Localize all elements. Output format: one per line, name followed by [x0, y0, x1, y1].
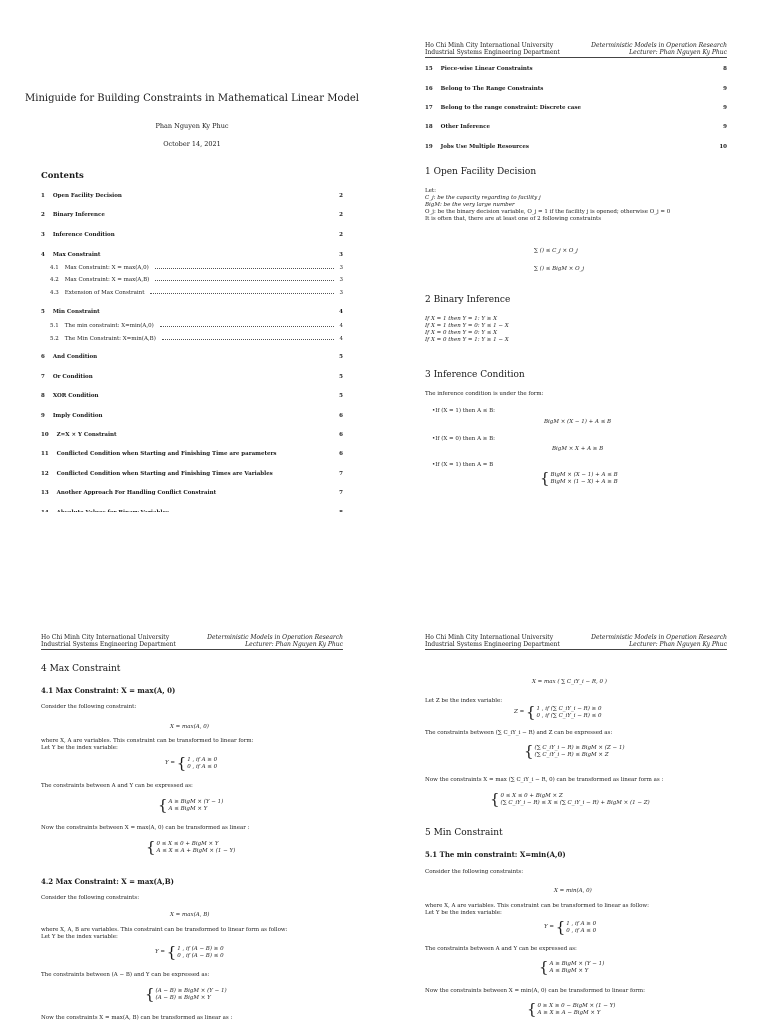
toc-entry-page: 7: [339, 471, 343, 477]
toc-entry-number: 19: [425, 144, 433, 150]
toc-entry-title: Z=X × Y Constraint: [56, 432, 117, 438]
header-university: Ho Chi Minh City International University: [425, 42, 554, 49]
section-2-title: 2 Binary Inference: [425, 295, 511, 305]
equation-lhs: Y =: [544, 924, 554, 930]
toc-entry-number: 2: [41, 212, 45, 218]
header-university: Ho Chi Minh City International University: [41, 634, 170, 641]
toc-entry-title: Max Constraint: X = max(A,0): [64, 265, 149, 271]
toc-entry-title: Extension of Max Constraint: [64, 290, 145, 296]
toc-entry-page: 5: [339, 374, 343, 380]
equation-line: (A − B) ≤ BigM × Y: [155, 995, 211, 1001]
toc-entry[interactable]: [50, 265, 343, 271]
text-line: The constraints between (A − B) and Y can be expressed as:: [41, 972, 210, 978]
toc-entry-title: Piece-wise Linear Constraints: [440, 66, 533, 72]
header-university: Ho Chi Minh City International University: [425, 634, 554, 641]
document-date: October 14, 2021: [163, 140, 221, 148]
equation-line: (∑ C_iY_i − R) ≥ BigM × (Z − 1): [534, 745, 625, 751]
toc-entry-number: 3: [41, 232, 45, 238]
document-author: Phan Nguyen Ky Phuc: [155, 122, 229, 130]
equation-system: { (A − B) ≥ BigM × (Y − 1) (A − B) ≤ BigM × Y: [145, 985, 227, 1003]
equation-system: Y = { 1 , if (A − B) ≥ 0 0 , if (A − B) ≤ 0: [155, 943, 224, 961]
toc-entry-title: Open Facility Decision: [52, 193, 122, 199]
equation-line: (A − B) ≥ BigM × (Y − 1): [155, 988, 227, 994]
toc-entry-number: 16: [425, 86, 433, 92]
toc-leader-dots: [155, 277, 333, 281]
toc-entry-number: 11: [41, 451, 49, 457]
equation-line: 1 , if A ≥ 0: [187, 757, 218, 763]
toc-entry-page: 9: [723, 86, 727, 92]
toc-entry-title: Conflicted Condition when Starting and Finishing Time are parameters: [56, 451, 277, 457]
running-header: [425, 42, 727, 58]
text-line: If X = 0 then Y = 1: Y ≥ 1 − X: [425, 337, 509, 343]
equation: BigM × X + A ≥ B: [552, 446, 604, 452]
text-line: BigM: be the very large number: [425, 202, 515, 208]
text-line: where X, A, B are variables. This constraint can be transformed to linear form as follow:: [41, 927, 288, 933]
toc-entry[interactable]: [41, 193, 343, 199]
toc-entry[interactable]: [41, 393, 343, 399]
toc-entry-number: 13: [41, 490, 49, 496]
toc-entry-title: Belong to The Range Constraints: [440, 86, 544, 92]
toc-leader-dots: [160, 323, 334, 327]
toc-entry-title: And Condition: [52, 354, 98, 360]
equation-line: A ≤ X ≤ A + BigM × (1 − Y): [156, 848, 236, 854]
equation-system: { A ≥ BigM × (Y − 1) A ≤ BigM × Y: [158, 796, 224, 814]
subsection-4-2-title: 4.2 Max Constraint: X = max(A,B): [41, 877, 174, 886]
toc-entry-number: 9: [41, 413, 45, 419]
toc-entry-number: 1: [41, 193, 45, 199]
equation-line: BigM × (1 − X) + A ≥ B: [550, 479, 618, 485]
toc-entry[interactable]: [425, 124, 727, 130]
equation-system: { A ≥ BigM × (Y − 1) A ≤ BigM × Y: [539, 958, 605, 976]
toc-entry[interactable]: [41, 309, 343, 315]
toc-entry-number: 4: [41, 252, 45, 258]
text-line: O_j: be the binary decision variable, O_j = 1 if the facility j is opened; otherwise O_j = 0: [425, 209, 671, 215]
header-lecturer: Lecturer: Phan Nguyen Ky Phuc: [629, 49, 727, 56]
toc-entry-title: Other Inference: [440, 124, 490, 130]
equation-lhs: Y =: [155, 949, 165, 955]
toc-entry[interactable]: [41, 490, 343, 496]
toc-entry-page: 2: [339, 212, 343, 218]
toc-entry-number: 18: [425, 124, 433, 130]
text-line: Let Y be the index variable:: [41, 934, 118, 940]
text-line: where X, A are variables. This constraint can be transformed to linear as follow:: [425, 903, 649, 909]
text-line: Let Y be the index variable:: [425, 910, 502, 916]
header-lecturer: Lecturer: Phan Nguyen Ky Phuc: [629, 641, 727, 648]
toc-leader-dots: [150, 290, 333, 294]
toc-entry-title: Conflicted Condition when Starting and Finishing Times are Variables: [56, 471, 273, 477]
equation-system: Z = { 1 , if (∑ C_iY_i − R) ≥ 0 0 , if (∑ C_iY_i − R) ≤ 0: [514, 703, 602, 721]
toc-entry-title: The Min Constraint: X=min(A,B): [64, 336, 156, 342]
text-line: Now the constraints between X = min(A, 0) can be transformed to linear form:: [425, 988, 645, 994]
header-department: Industrial Systems Engineering Department: [425, 641, 560, 648]
toc-leader-dots: [155, 265, 334, 269]
toc-entry-number: 5.1: [50, 323, 59, 329]
equation-system: Y = { 1 , if A ≥ 0 0 , if A ≤ 0: [165, 754, 218, 772]
toc-entry-title: Jobs Use Multiple Resources: [440, 144, 529, 150]
toc-entry-number: 5: [41, 309, 45, 315]
bullet-item: • If (X = 0) then A ≥ B:: [432, 436, 727, 443]
page-1: [0, 0, 384, 512]
toc-entry-page: 6: [339, 413, 343, 419]
toc-leader-dots: [162, 336, 334, 340]
text-line: Let:: [425, 188, 436, 194]
text-line: If X = 1 then Y = 1: Y ≥ X: [425, 316, 498, 322]
toc-entry-title: Binary Inference: [52, 212, 105, 218]
toc-entry-page: 9: [723, 105, 727, 111]
text-line: Consider the following constraint:: [41, 704, 137, 710]
toc-entry[interactable]: [41, 252, 343, 258]
toc-entry-page: 4: [339, 323, 343, 329]
page-4: [384, 512, 768, 1024]
paragraph: [425, 903, 727, 917]
toc-entry-page: 10: [719, 144, 727, 150]
toc-entry-page: 2: [339, 193, 343, 199]
equation-line: BigM × (X − 1) + A ≤ B: [550, 472, 618, 478]
text-line: Now the constraints between X = max(A, 0) can be transformed as linear :: [41, 825, 250, 831]
equation-line: 0 , if (∑ C_iY_i − R) ≤ 0: [536, 713, 602, 719]
equation-line: (∑ C_iY_i − R) ≤ BigM × Z: [534, 752, 609, 758]
text-line: It is often that, there are at least one of 2 following constraints: [425, 216, 602, 222]
equation: X = max ( ∑ C_iY_i − R, 0 ): [532, 679, 607, 685]
paragraph: [41, 927, 343, 941]
text-line: C_j: be the capacity regarding to facility j: [425, 195, 541, 201]
header-course: Deterministic Models in Operation Research: [591, 42, 727, 49]
equation: X = min(A, 0): [554, 888, 592, 894]
text-line: If X = 1 then Y = 0: Y ≤ 1 − X: [425, 323, 509, 329]
toc-entry-number: 7: [41, 374, 45, 380]
toc-entry[interactable]: [425, 86, 727, 92]
text-line: Now the constraints X = max (∑ C_iY_i − R, 0) can be transformed as linear form as :: [425, 777, 664, 783]
toc-entry[interactable]: [425, 66, 727, 72]
toc-entry[interactable]: [50, 336, 343, 342]
contents-heading: Contents: [41, 171, 84, 181]
toc-entry-number: 4.2: [50, 277, 59, 283]
toc-entry-page: 4: [339, 309, 343, 315]
bullet-item: • If (X = 1) then A ≤ B:: [432, 408, 727, 415]
running-header: [41, 634, 343, 650]
toc-entry-number: 10: [41, 432, 49, 438]
equation: X = max(A, B): [170, 912, 210, 918]
equation-line: 0 , if A ≤ 0: [187, 764, 218, 770]
equation: BigM × (X − 1) + A ≤ B: [544, 419, 612, 425]
toc-entry-title: XOR Condition: [52, 393, 99, 399]
toc-entry-title: Inference Condition: [52, 232, 115, 238]
text-line: Let Z be the index variable:: [425, 698, 503, 704]
text-line: The constraints between A and Y can be expressed as:: [425, 946, 577, 952]
toc-entry-page: 3: [339, 265, 343, 271]
equation-system: Y = { 1 , if A ≥ 0 0 , if A ≤ 0: [544, 918, 597, 936]
toc-entry[interactable]: [425, 144, 727, 150]
toc-entry-page: 6: [339, 432, 343, 438]
toc-entry-number: 17: [425, 105, 433, 111]
text-line: Now the constraints X = max(A, B) can be transformed as linear as :: [41, 1015, 233, 1021]
section-2-text: [425, 316, 727, 344]
equation-line: 1 , if (A − B) ≥ 0: [177, 946, 224, 952]
header-lecturer: Lecturer: Phan Nguyen Ky Phuc: [245, 641, 343, 648]
text-line: If X = 0 then Y = 0: Y ≤ X: [425, 330, 498, 336]
equation-system: { 0 ≤ X ≤ 0 + BigM × Y A ≤ X ≤ A + BigM × (1 − Y): [146, 838, 236, 856]
toc-entry-page: 9: [723, 124, 727, 130]
header-course: Deterministic Models in Operation Research: [207, 634, 343, 641]
equation-line: A ≤ BigM × Y: [549, 968, 589, 974]
toc-entry[interactable]: [41, 232, 343, 238]
section-5-title: 5 Min Constraint: [425, 828, 503, 838]
toc-entry[interactable]: [41, 432, 343, 438]
page-3: [0, 512, 384, 1024]
document-title: Miniguide for Building Constraints in Mathematical Linear Model: [25, 93, 359, 104]
toc-entry-page: 5: [339, 354, 343, 360]
toc-entry-page: 6: [339, 451, 343, 457]
equation-line: (∑ C_iY_i − R) ≤ X ≤ (∑ C_iY_i − R) + BigM × (1 − Z): [500, 800, 650, 806]
toc-entry-page: 4: [339, 336, 343, 342]
toc-entry[interactable]: [41, 451, 343, 457]
section-3-title: 3 Inference Condition: [425, 370, 525, 380]
toc-entry[interactable]: [50, 277, 343, 283]
equation-line: 0 ≤ X ≤ 0 + BigM × Z: [500, 793, 563, 799]
toc-entry-title: Min Constraint: [52, 309, 100, 315]
toc-entry[interactable]: [41, 374, 343, 380]
toc-entry-page: 7: [339, 490, 343, 496]
header-course: Deterministic Models in Operation Research: [591, 634, 727, 641]
equation-line: A ≤ BigM × Y: [168, 806, 208, 812]
toc-entry-title: Another Approach For Handling Conflict Constraint: [56, 490, 217, 496]
toc-entry[interactable]: [425, 105, 727, 111]
equation-system: { 0 ≥ X ≥ 0 − BigM × (1 − Y) A ≥ X ≥ A − BigM × Y: [527, 1000, 616, 1018]
equation-line: 0 , if (A − B) ≤ 0: [177, 953, 224, 959]
toc-entry-number: 4.3: [50, 290, 59, 296]
equation-line: A ≥ BigM × (Y − 1): [168, 799, 224, 805]
equation-system: { BigM × (X − 1) + A ≤ B BigM × (1 − X) + A ≥ B: [540, 469, 618, 487]
equation-line: 0 ≤ X ≤ 0 + BigM × Y: [156, 841, 219, 847]
equation-lhs: Z =: [514, 709, 525, 715]
text-line: where X, A are variables. This constraint can be transformed to linear form:: [41, 738, 254, 744]
toc-entry[interactable]: [41, 354, 343, 360]
text-line: Let Y be the index variable:: [41, 745, 118, 751]
equation-line: 0 , if A ≤ 0: [566, 928, 597, 934]
toc-entry-title: The min constraint: X=min(A,0): [64, 323, 154, 329]
header-department: Industrial Systems Engineering Department: [41, 641, 176, 648]
page-2: [384, 0, 768, 512]
bullet-item: • If (X = 1) then A = B: [432, 462, 727, 469]
equation-system: { (∑ C_iY_i − R) ≥ BigM × (Z − 1) (∑ C_iY_i − R) ≤ BigM × Z: [524, 742, 625, 760]
toc-entry-page: 2: [339, 232, 343, 238]
text-line: The constraints between (∑ C_iY_i − R) and Z can be expressed as:: [425, 730, 613, 736]
toc-entry-title: Or Condition: [52, 374, 93, 380]
toc-entry-title: Imply Condition: [52, 413, 103, 419]
equation-line: A ≥ X ≥ A − BigM × Y: [537, 1010, 601, 1016]
toc-entry[interactable]: [41, 212, 343, 218]
equation-system: { 0 ≤ X ≤ 0 + BigM × Z (∑ C_iY_i − R) ≤ X ≤ (∑ C_iY_i − R) + BigM × (1 − Z): [490, 790, 650, 808]
toc-entry[interactable]: [50, 290, 343, 296]
toc-entry[interactable]: [41, 471, 343, 477]
toc-entry-number: 5.2: [50, 336, 59, 342]
toc-entry-number: 6: [41, 354, 45, 360]
toc-entry-page: 3: [339, 290, 343, 296]
equation: X = max(A, 0): [170, 724, 209, 730]
toc-entry-title: Max Constraint: X = max(A,B): [64, 277, 150, 283]
running-header: [425, 634, 727, 650]
toc-entry-number: 15: [425, 66, 433, 72]
toc-entry-number: 12: [41, 471, 49, 477]
toc-entry-page: 5: [339, 393, 343, 399]
text-line: The inference condition is under the form:: [425, 391, 544, 397]
subsection-4-1-title: 4.1 Max Constraint: X = max(A, 0): [41, 686, 176, 695]
equation-line: 1 , if (∑ C_iY_i − R) ≥ 0: [536, 706, 602, 712]
header-department: Industrial Systems Engineering Department: [425, 49, 560, 56]
toc-entry-number: 8: [41, 393, 45, 399]
toc-entry-title: Max Constraint: [52, 252, 101, 258]
toc-entry-page: 3: [339, 252, 343, 258]
equation-line: 0 ≥ X ≥ 0 − BigM × (1 − Y): [537, 1003, 616, 1009]
toc-entry[interactable]: [41, 413, 343, 419]
toc-entry-page: 3: [339, 277, 343, 283]
toc-entry-number: 4.1: [50, 265, 59, 271]
equation-line: A ≥ BigM × (Y − 1): [549, 961, 605, 967]
text-line: The constraints between A and Y can be expressed as:: [41, 783, 193, 789]
toc-entry-title: Belong to the range constraint: Discrete case: [440, 105, 581, 111]
toc-entry[interactable]: [50, 323, 343, 329]
equation-line: 1 , if A ≥ 0: [566, 921, 597, 927]
paragraph: [41, 738, 343, 752]
equation: ∑ () ≤ C_j × O_j: [534, 248, 578, 254]
section-1-text: [425, 188, 727, 223]
text-line: Consider the following constraints:: [41, 895, 140, 901]
text-line: Consider the following constraints:: [425, 869, 524, 875]
section-4-title: 4 Max Constraint: [41, 664, 121, 674]
equation-lhs: Y =: [165, 760, 175, 766]
toc-entry-page: 8: [723, 66, 727, 72]
equation: ∑ () ≤ BigM × O_j: [534, 266, 585, 272]
section-1-title: 1 Open Facility Decision: [425, 167, 537, 177]
subsection-5-1-title: 5.1 The min constraint: X=min(A,0): [425, 850, 566, 859]
